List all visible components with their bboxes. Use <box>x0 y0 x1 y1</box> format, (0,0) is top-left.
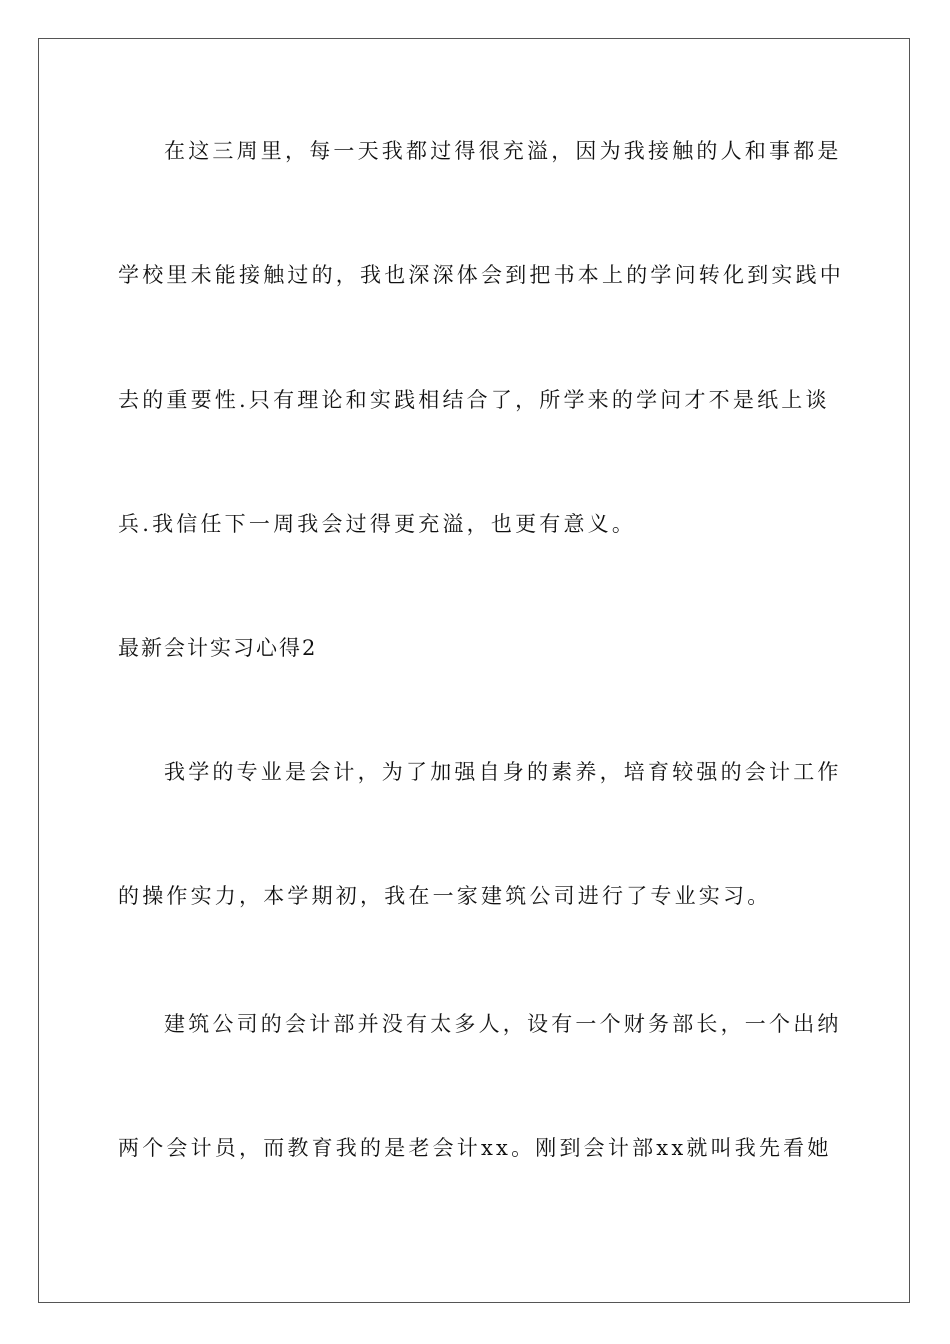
paragraph-line: 建筑公司的会计部并没有太多人，设有一个财务部长，一个出纳 <box>164 1012 842 1036</box>
page-frame <box>38 38 910 1303</box>
paragraph-line: 两个会计员，而教育我的是老会计xx。刚到会计部xx就叫我先看她 <box>118 1136 832 1160</box>
paragraph-line: 去的重要性.只有理论和实践相结合了，所学来的学问才不是纸上谈 <box>118 388 830 412</box>
paragraph-line: 兵.我信任下一周我会过得更充溢，也更有意义。 <box>118 512 637 536</box>
section-heading: 最新会计实习心得2 <box>118 636 318 660</box>
paragraph-line: 我学的专业是会计，为了加强自身的素养，培育较强的会计工作 <box>164 760 842 784</box>
paragraph-line: 在这三周里，每一天我都过得很充溢，因为我接触的人和事都是 <box>164 139 842 163</box>
paragraph-line: 学校里未能接触过的，我也深深体会到把书本上的学问转化到实践中 <box>118 263 844 287</box>
paragraph-line: 的操作实力，本学期初，我在一家建筑公司进行了专业实习。 <box>118 884 772 908</box>
